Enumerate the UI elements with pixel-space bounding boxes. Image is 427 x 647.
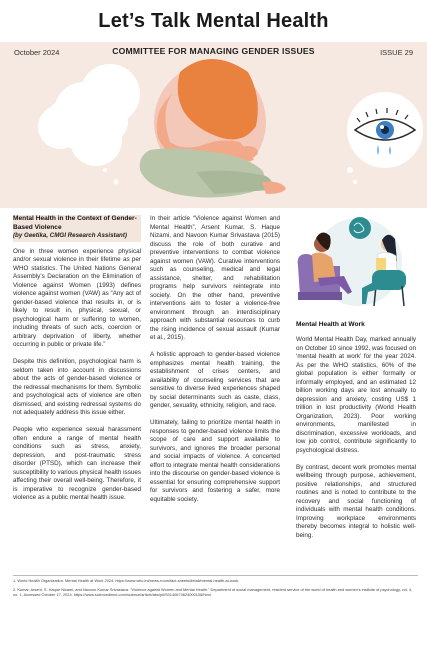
- masthead: [0, 0, 427, 42]
- article-byline: (by Geetika, CMGI Research Assistant): [13, 232, 127, 239]
- committee-name: COMMITTEE FOR MANAGING GENDER ISSUES: [112, 46, 315, 56]
- sidebar-paragraph: World Mental Health Day, marked annually on October 10 since 1992, was focused on ‘mental health at work’ for the year 2024. As per the WHO statistics, 60% of the global population is either formally or informally employed, and an estimated 12 billion working days are lost annually to depression and anxiety, costing US$ 1 trillion in lost productivity (World Health Organization, 2023). Poor working environments, manifested in discrimination, excessive workloads, and low job control, contribute significantly to psychological distress.: [296, 336, 416, 454]
- hero-illustration: [0, 42, 427, 208]
- article-paragraph: People who experience sexual harassment often endure a range of mental health conditions such as stress, anxiety, depression, and post-traumatic stress disorder (PTSD), which can increase their susceptibility to various physical health issues affecting their overall well-being. Therefore, it is imperative to recognize gender-based violence as a public mental health issue.: [13, 426, 141, 501]
- article-paragraph: Despite this definition, psychological harm is seldom taken into account in discussions about the acts of gender-based violence or the redressal mechanisms for them. Symbolic and psychological acts of violence are often dismissed, and existing redressal systems do not adequately address this issue either.: [13, 358, 141, 416]
- cloud-shape: [38, 64, 140, 166]
- article-paragraph: In their article “Violence against Women and Mental Health”, Arsent Kumar, S. Haque Nizami, and Navoon Kumar Srivastava (2015) discuss the role of both curative and preventive interventions to combat violence against women (VAW). Curative interventions such as counseling, medical and legal assistance, shelter, and rehabilitation programs help survivors reintegrate into society. On the other hand, preventive interventions aim to foster a violence-free environment through an interdisciplinary approach with substantial resources to curb the rising incidence of sexual assault (Kumar et al., 2015).: [150, 215, 280, 341]
- hero-banner: [0, 42, 427, 208]
- footnote-2: 2. Kumar, Arsent, S. Haque Nizami, and Navoon Kumar Srivastava. “Violence against Women and Mental Health.” Department of social management, resident service of the world of health and women’s institute of psychology, vol. 4, no. 1, Accessed October 17, 2024. https://www.sciencedirect.com/science/article/abs/pii/S0140673624000106/html.: [13, 587, 413, 597]
- thought-bubble: [349, 217, 371, 239]
- therapy-session-illustration: [292, 214, 418, 314]
- article-column-2: [150, 215, 280, 513]
- issue-number: ISSUE 29: [380, 48, 413, 57]
- footnote-1: 1. World Health Organization. Mental Health at Work 2024. https://www.who.int/news-room/fact-sheets/detail/mental-health-at-work.: [13, 578, 240, 583]
- article-paragraph: Ultimately, failing to prioritize mental health in responses to gender-based violence limits the scope of care and support available to survivors, and ignores the broader personal and social impacts of violence. A concerted effort to integrate mental health considerations into the discourse on gender-based violence is essential for ensuring comprehensive support for survivors and fostering a safer, more equitable society.: [150, 419, 280, 503]
- article-title: Mental Health in the Context of Gender-Based Violence: [13, 215, 137, 231]
- sad-woman-illustration: [140, 59, 286, 198]
- issue-date: October 2024: [14, 48, 60, 57]
- article-paragraph: One in three women experience physical and/or sexual violence in their lifetime as per WHO statistics. The United Nations General Assembly’s Declaration on the Elimination of Violence against Women (1993) defines violence against women (VAW) as “Any act of gender-based violence that results in, or is likely to result in, physical, sexual, or psychological harm or suffering to women, including threats of such acts, coercion or arbitrary deprivation of liberty, whether occurring in public or private life.”: [13, 247, 141, 348]
- article-column-1: [13, 215, 141, 511]
- sidebar-column: [296, 336, 416, 549]
- footnote-divider: [13, 575, 418, 576]
- article-header: [13, 215, 141, 242]
- newsletter-title: Let’s Talk Mental Health: [98, 10, 329, 32]
- article-paragraph: A holistic approach to gender-based violence emphasizes mental health training, the establishment of crises centers, and availability of counseling services that are sensitive to diverse lived experiences shaped by social determinants such as caste, class, gender, sexuality, ethnicity, religion, and race.: [150, 351, 280, 409]
- sidebar-paragraph: By contrast, decent work promotes mental wellbeing through purpose, achievement, positive relationships, and structured routines and is noted to contribute to the recovery and social functioning of individuals with mental health conditions. Improving workplace environments thereby becomes integral to holistic well-being.: [296, 463, 416, 539]
- sidebar-heading: Mental Health at Work: [296, 321, 365, 328]
